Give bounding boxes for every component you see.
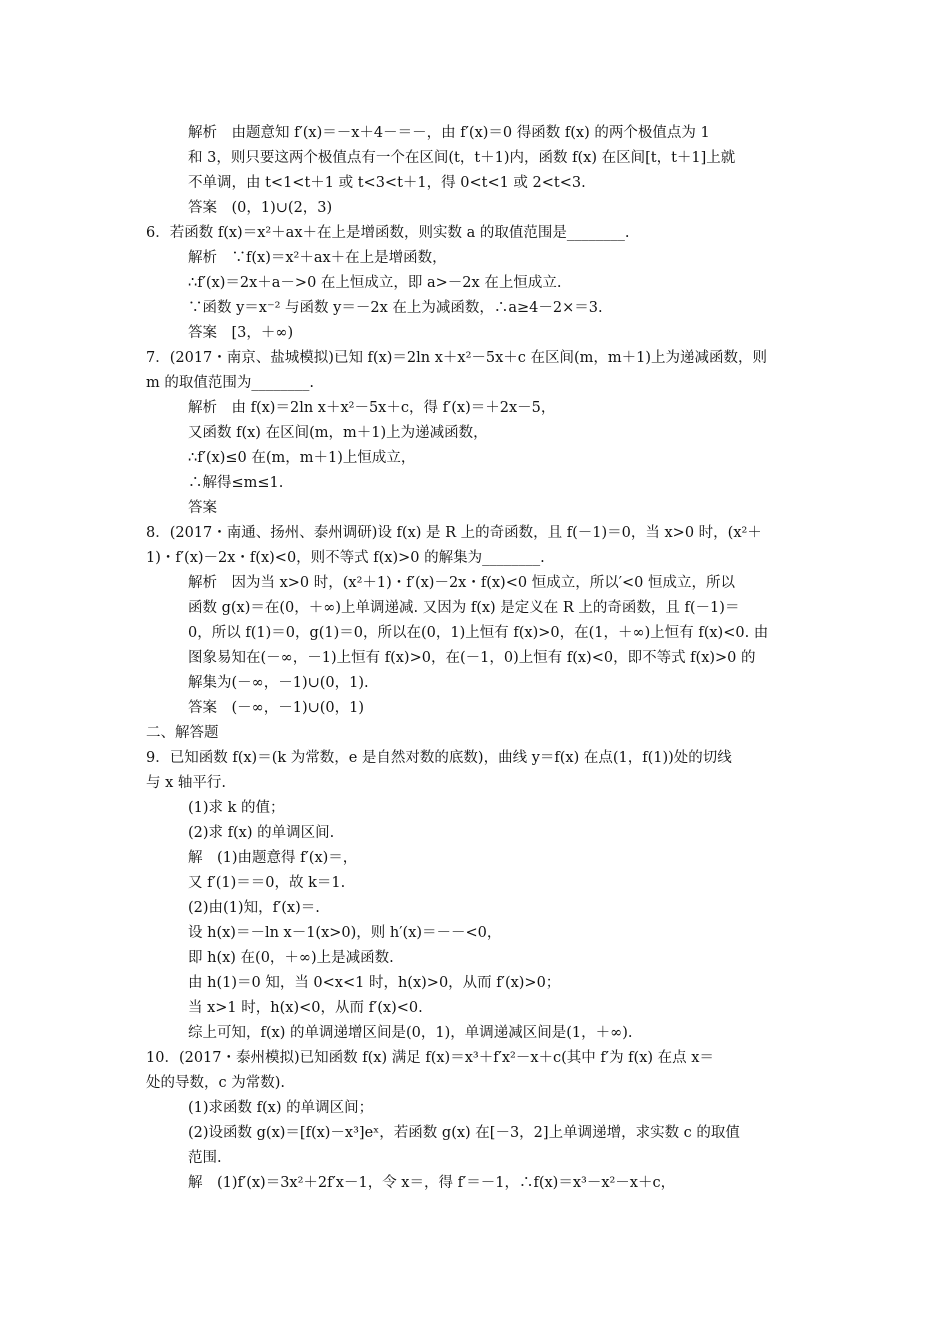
- text-line: m 的取值范围为________.: [146, 375, 314, 391]
- text-line: 处的导数，c 为常数).: [146, 1075, 285, 1091]
- text-line: (1)求 k 的值；: [188, 800, 285, 816]
- text-line: 不单调，由 t<1<t＋1 或 t<3<t＋1，得 0<t<1 或 2<t<3.: [188, 175, 586, 191]
- text-line: 图象易知在(－∞，－1)上恒有 f(x)>0，在(－1，0)上恒有 f(x)<0，即不等式 f(x)>0 的: [188, 650, 756, 666]
- text-line: (2)设函数 g(x)＝[f(x)－x³]eˣ，若函数 g(x) 在[－3，2]上单调递增，求实数 c 的取值: [188, 1125, 740, 1141]
- text-line: 解 (1)f′(x)＝3x²＋2f′x－1，令 x＝，得 f′＝－1，∴f(x)＝x³－x²－x＋c，: [188, 1175, 676, 1191]
- text-line: 又 f′(1)＝＝0，故 k＝1.: [188, 875, 346, 891]
- text-line: ∴f′(x)＝2x＋a－>0 在上恒成立，即 a>－2x 在上恒成立.: [188, 275, 562, 291]
- text-line: 7．(2017・南京、盐城模拟)已知 f(x)＝2ln x＋x²－5x＋c 在区间(m，m＋1)上为递减函数，则: [146, 350, 768, 366]
- text-line: 解析 由题意知 f′(x)＝－x＋4－＝－，由 f′(x)＝0 得函数 f(x) 的两个极值点为 1: [188, 125, 710, 141]
- text-line: 1)・f′(x)－2x・f(x)<0，则不等式 f(x)>0 的解集为________.: [146, 550, 545, 566]
- text-line: 与 x 轴平行.: [146, 775, 227, 791]
- text-line: 解析 因为当 x>0 时，(x²＋1)・f′(x)－2x・f(x)<0 恒成立，所以′<0 恒成立，所以: [188, 575, 735, 591]
- text-line: ∴f′(x)≤0 在(m，m＋1)上恒成立，: [188, 450, 416, 466]
- text-line: 解析 由 f(x)＝2ln x＋x²－5x＋c，得 f′(x)＝＋2x－5，: [188, 400, 556, 416]
- text-line: 和 3，则只要这两个极值点有一个在区间(t，t＋1)内，函数 f(x) 在区间[t，t＋1]上就: [188, 150, 736, 166]
- text-line: 当 x>1 时，h(x)<0，从而 f′(x)<0.: [188, 1000, 423, 1016]
- text-line: 解析 ∵f(x)＝x²＋ax＋在上是增函数，: [188, 250, 447, 266]
- text-line: 范围.: [188, 1150, 222, 1166]
- text-line: 又函数 f(x) 在区间(m，m＋1)上为递减函数，: [188, 425, 488, 441]
- text-line: 设 h(x)＝－ln x－1(x>0)，则 h′(x)＝－－<0，: [188, 925, 502, 941]
- text-line: 解 (1)由题意得 f′(x)＝，: [188, 850, 358, 866]
- text-line: 函数 g(x)＝在(0，＋∞)上单调递减. 又因为 f(x) 是定义在 R 上的奇函数，且 f(－1)＝: [188, 600, 740, 616]
- text-line: 综上可知，f(x) 的单调递增区间是(0，1)，单调递减区间是(1，＋∞).: [188, 1025, 633, 1041]
- text-line: (2)由(1)知，f′(x)＝.: [188, 900, 320, 916]
- section-heading: 二、解答题: [146, 725, 219, 741]
- text-line: 答案 [3，＋∞): [188, 325, 294, 341]
- text-line: 8．(2017・南通、扬州、泰州调研)设 f(x) 是 R 上的奇函数，且 f(－1)＝0，当 x>0 时，(x²＋: [146, 525, 762, 541]
- text-line: (2)求 f(x) 的单调区间.: [188, 825, 335, 841]
- text-line: ∵函数 y＝x⁻² 与函数 y＝－2x 在上为减函数，∴a≥4－2×＝3.: [188, 300, 603, 316]
- text-line: 解集为(－∞，－1)∪(0，1).: [188, 675, 369, 691]
- text-line: 10．(2017・泰州模拟)已知函数 f(x) 满足 f(x)＝x³＋f′x²－x＋c(其中 f′为 f(x) 在点 x＝: [146, 1050, 714, 1066]
- text-line: 答案 (0，1)∪(2，3): [188, 200, 333, 216]
- text-line: 由 h(1)＝0 知，当 0<x<1 时，h(x)>0，从而 f′(x)>0；: [188, 975, 561, 991]
- text-line: 答案 (－∞，－1)∪(0，1): [188, 700, 365, 716]
- text-line: 答案: [188, 500, 217, 516]
- text-line: 6．若函数 f(x)＝x²＋ax＋在上是增函数，则实数 a 的取值范围是________.: [146, 225, 630, 241]
- text-line: 9．已知函数 f(x)＝(k 为常数，e 是自然对数的底数)，曲线 y＝f(x) 在点(1，f(1))处的切线: [146, 750, 732, 766]
- text-line: 即 h(x) 在(0，＋∞)上是减函数.: [188, 950, 394, 966]
- text-line: 0，所以 f(1)＝0，g(1)＝0，所以在(0，1)上恒有 f(x)>0，在(1，＋∞)上恒有 f(x)<0. 由: [188, 625, 769, 641]
- text-line: ∴解得≤m≤1.: [188, 475, 284, 491]
- text-line: (1)求函数 f(x) 的单调区间；: [188, 1100, 374, 1116]
